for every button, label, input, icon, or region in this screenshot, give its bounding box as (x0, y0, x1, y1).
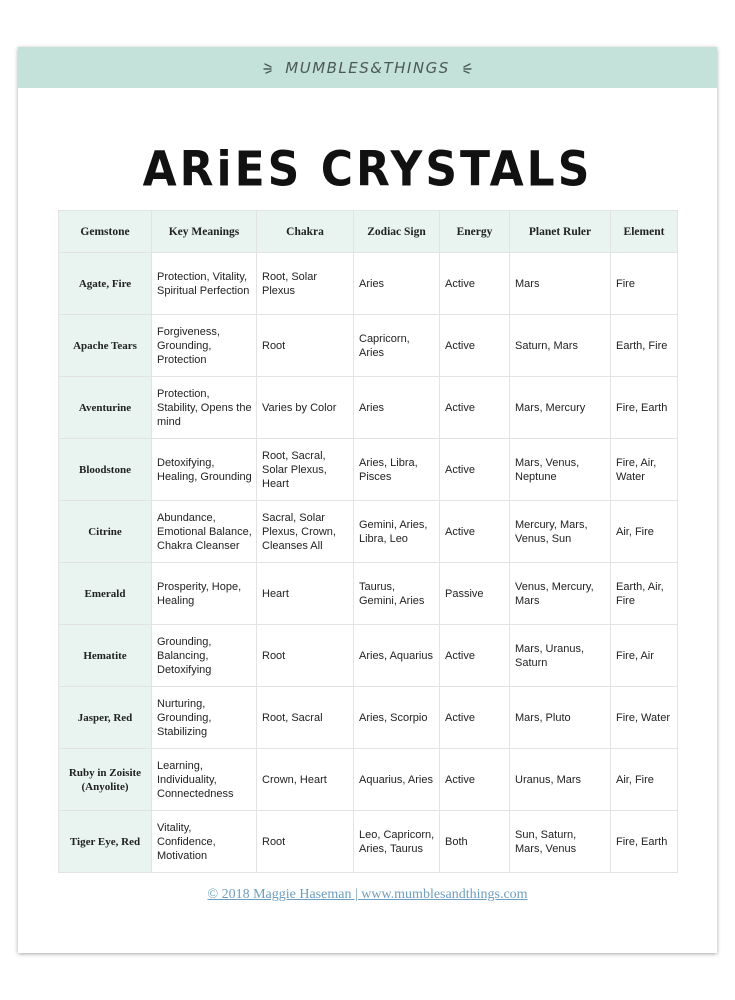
table-cell: Grounding, Balancing, Detoxifying (152, 625, 257, 687)
table-cell: Protection, Stability, Opens the mind (152, 377, 257, 439)
table-cell: Gemini, Aries, Libra, Leo (354, 501, 440, 563)
table-cell: Forgiveness, Grounding, Protection (152, 315, 257, 377)
table-cell: Mercury, Mars, Venus, Sun (510, 501, 611, 563)
table-cell: Protection, Vitality, Spiritual Perfection (152, 253, 257, 315)
table-cell: Varies by Color (257, 377, 354, 439)
table-cell: Sun, Saturn, Mars, Venus (510, 811, 611, 873)
table-row (59, 315, 678, 377)
table-cell: Mars (510, 253, 611, 315)
printable-page (18, 47, 717, 953)
footer-copyright-link[interactable]: © 2018 Maggie Haseman | www.mumblesandthings.com (207, 887, 528, 902)
table-row (59, 501, 678, 563)
page-title: ARiES CRYSTALS (142, 141, 593, 198)
table-cell: Root, Solar Plexus (257, 253, 354, 315)
gemstone-cell: Bloodstone (59, 439, 152, 501)
table-cell: Heart (257, 563, 354, 625)
table-row (59, 563, 678, 625)
table-row (59, 625, 678, 687)
table-cell: Aries (354, 253, 440, 315)
table-row (59, 687, 678, 749)
sprig-right-icon (458, 61, 472, 75)
table-row (59, 253, 678, 315)
gemstone-cell: Apache Tears (59, 315, 152, 377)
table-cell: Active (440, 253, 510, 315)
table-cell: Root, Sacral, Solar Plexus, Heart (257, 439, 354, 501)
table-cell: Vitality, Confidence, Motivation (152, 811, 257, 873)
table-cell: Uranus, Mars (510, 749, 611, 811)
table-cell: Saturn, Mars (510, 315, 611, 377)
table-cell: Learning, Individuality, Connectedness (152, 749, 257, 811)
table-row (59, 811, 678, 873)
table-cell: Taurus, Gemini, Aries (354, 563, 440, 625)
table-cell: Root (257, 811, 354, 873)
table-cell: Root (257, 625, 354, 687)
gemstone-cell: Agate, Fire (59, 253, 152, 315)
table-row (59, 377, 678, 439)
table-cell: Mars, Pluto (510, 687, 611, 749)
column-header: Planet Ruler (510, 211, 611, 253)
table-cell: Active (440, 377, 510, 439)
table-cell: Earth, Air, Fire (611, 563, 678, 625)
table-cell: Leo, Capricorn, Aries, Taurus (354, 811, 440, 873)
table-cell: Active (440, 687, 510, 749)
column-header: Key Meanings (152, 211, 257, 253)
table-cell: Root, Sacral (257, 687, 354, 749)
table-cell: Active (440, 439, 510, 501)
table-cell: Capricorn, Aries (354, 315, 440, 377)
table-cell: Air, Fire (611, 749, 678, 811)
table-cell: Detoxifying, Healing, Grounding (152, 439, 257, 501)
table-cell: Sacral, Solar Plexus, Crown, Cleanses All (257, 501, 354, 563)
table-cell: Active (440, 501, 510, 563)
gemstone-cell: Emerald (59, 563, 152, 625)
table-cell: Aries, Aquarius (354, 625, 440, 687)
gemstone-cell: Citrine (59, 501, 152, 563)
column-header: Element (611, 211, 678, 253)
table-cell: Mars, Venus, Neptune (510, 439, 611, 501)
table-cell: Fire, Earth (611, 377, 678, 439)
table-cell: Prosperity, Hope, Healing (152, 563, 257, 625)
table-cell: Mars, Mercury (510, 377, 611, 439)
column-header: Zodiac Sign (354, 211, 440, 253)
table-cell: Active (440, 315, 510, 377)
table-cell: Active (440, 749, 510, 811)
table-cell: Aries (354, 377, 440, 439)
table-cell: Aries, Scorpio (354, 687, 440, 749)
column-header: Gemstone (59, 211, 152, 253)
gemstone-cell: Jasper, Red (59, 687, 152, 749)
brand-logo: MUMBLES&THINGS (285, 58, 450, 77)
column-header: Energy (440, 211, 510, 253)
table-cell: Passive (440, 563, 510, 625)
gemstone-cell: Aventurine (59, 377, 152, 439)
table-cell: Fire (611, 253, 678, 315)
table-cell: Crown, Heart (257, 749, 354, 811)
table-cell: Venus, Mercury, Mars (510, 563, 611, 625)
table-row (59, 749, 678, 811)
table-cell: Aquarius, Aries (354, 749, 440, 811)
table-cell: Mars, Uranus, Saturn (510, 625, 611, 687)
sprig-left-icon (263, 61, 277, 75)
table-cell: Air, Fire (611, 501, 678, 563)
gemstone-cell: Ruby in Zoisite (Anyolite) (59, 749, 152, 811)
table-row (59, 439, 678, 501)
table-cell: Fire, Air, Water (611, 439, 678, 501)
table-header-row (59, 211, 678, 253)
table-cell: Active (440, 625, 510, 687)
gemstone-cell: Hematite (59, 625, 152, 687)
table-cell: Fire, Air (611, 625, 678, 687)
table-cell: Fire, Earth (611, 811, 678, 873)
table-cell: Earth, Fire (611, 315, 678, 377)
table-cell: Nurturing, Grounding, Stabilizing (152, 687, 257, 749)
column-header: Chakra (257, 211, 354, 253)
table-cell: Root (257, 315, 354, 377)
gemstone-cell: Tiger Eye, Red (59, 811, 152, 873)
table-cell: Aries, Libra, Pisces (354, 439, 440, 501)
crystals-table (58, 210, 678, 873)
table-cell: Abundance, Emotional Balance, Chakra Cleanser (152, 501, 257, 563)
table-cell: Fire, Water (611, 687, 678, 749)
table-cell: Both (440, 811, 510, 873)
header-banner (18, 47, 717, 88)
